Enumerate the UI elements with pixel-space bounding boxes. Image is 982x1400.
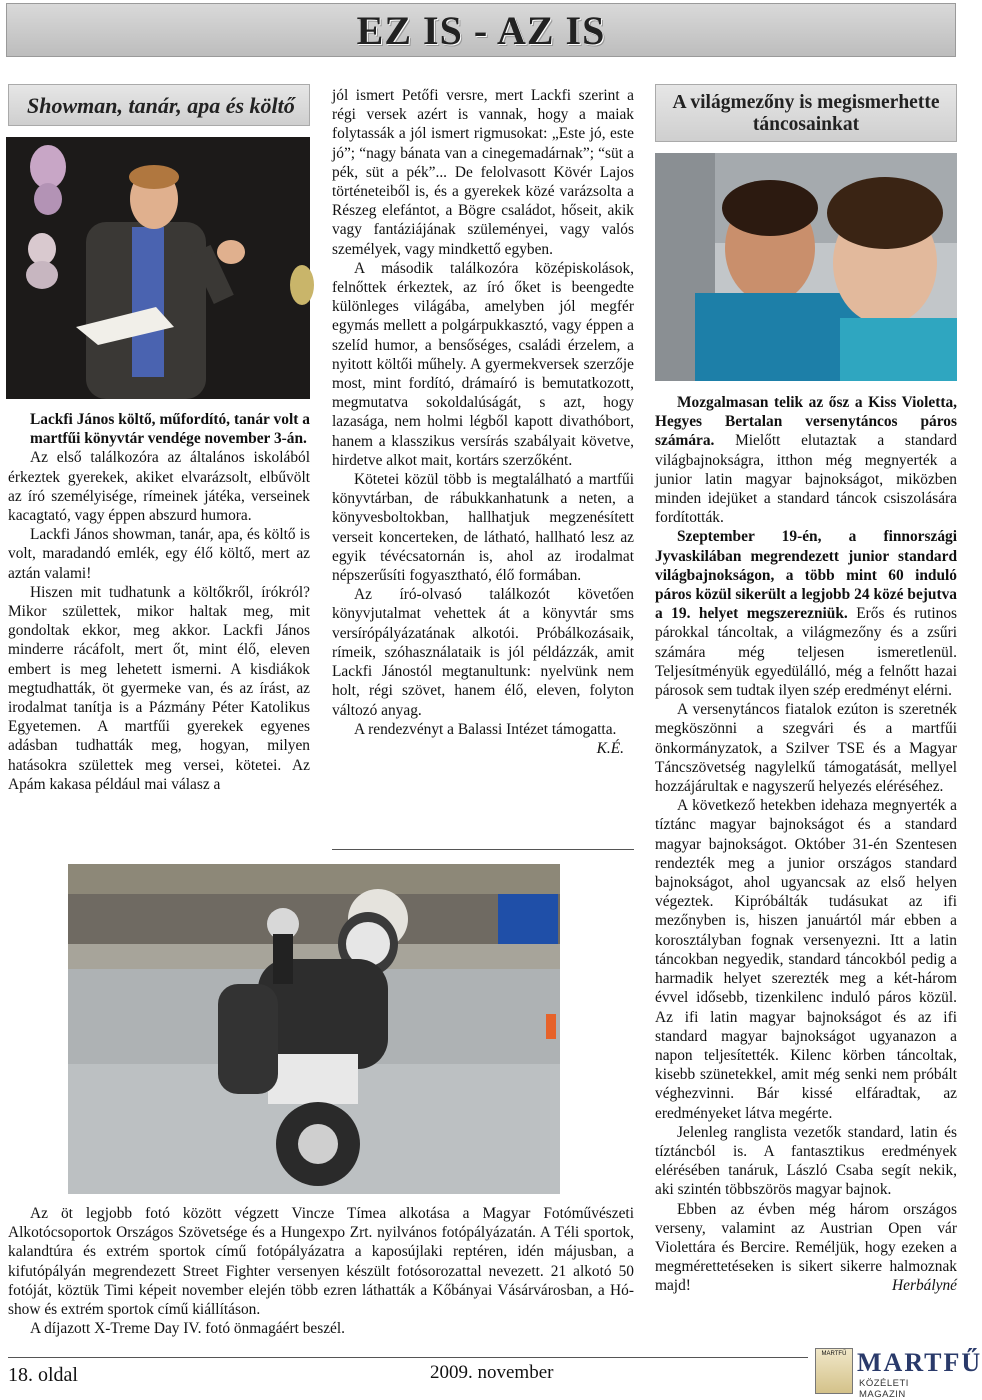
left-article-paragraph: jól ismert Petőfi versre, mert Lackfi szerint a régi versek azért is vannak, hogy a maiak folytassák a jól ismert rigmusokat: „Este jó, este jó”; “nagy bánata van a cinegemadárnak”; “süt a pék, süt a pék”... De felolvasott Kövér Lajos történeteiből is, és a gyerekek közé varázsolta a Részeg elefántot, a Bögre családot, hőseit, akik vagy fantáziájának szüleményei, vagy valós személyek, vagy mindkettő egyben. — [332, 87, 634, 258]
left-article-title: Showman, tanár, apa és költő — [27, 93, 295, 118]
logo-small-text: MARTFŰ — [821, 1351, 847, 1357]
right-article-highlight: Szeptember 19-én, a finnországi Jyvaskilában megrendezett junior standard világbajnokságon, a több mint 60 induló páros közül sikerült a legjobb 24 közé bejutva a 19. helyet megszerezniük. — [655, 528, 957, 623]
section-header — [6, 3, 956, 57]
right-article-title-box — [655, 84, 957, 142]
right-article-paragraph: Jelenleg ranglista vezetők standard, latin és tíztáncból is. A fantasztikus eredmények elérésében tanáruk, László Csaba segít nekik, aki szintén többszörös magyar bajnok. — [655, 1123, 957, 1199]
poet-photo — [6, 137, 310, 399]
right-article-lead-bold: Mozgalmasan telik az ősz a Kiss Violetta, Hegyes Bertalan versenytáncos páros számára. — [655, 394, 957, 450]
column-divider — [332, 849, 634, 850]
photo-caption — [8, 1204, 634, 1338]
right-article-paragraph: A versenytáncos fiatalok ezúton is szeretnék megköszönni a szegvári és a martfűi önkormányzatok, a Szilver TSE és a Magyar Táncszövetség nagylelkű támogatását, mellyel hozzájárultak e nagyszerű helyezés eléréséhez. — [655, 701, 957, 796]
left-article-paragraph: Hiszen mit tudhatunk a költőkről, írókról? Mikor születtek, mikor haltak meg, mit gondoltak ekkor, meg akkor. Lackfi János minderre rácáfolt, mert őt, mint élő, eleven embert is meg lehetett ismerni. A kisdiákok megtudhatták, öt gyermeke van, és az írást, az irodalmat tanítja is a Pázmány Péter Katolikus Egyetemen. A martfűi gyerekek egyenes adásban tudhatták meg, hogyan, milyen hatásokra születtek meg versei, kötetei. Az Apám kakasa például mai válasz a — [8, 583, 310, 793]
right-article-text: Erős és rutinos párokkal táncoltak, a világmezőny és a zsűri számára még teljesen ismeretlenül. Teljesítményük egyedülálló, még a felnőtt hazai párosok sem tudtak ilyen szép eredményt elérni. — [655, 605, 958, 700]
photo-caption-paragraph: A díjazott X-Treme Day IV. fotó önmagáért beszél. — [30, 1320, 346, 1338]
dancers-photo-illustration — [655, 153, 957, 381]
poet-photo-illustration — [6, 137, 310, 399]
left-article-closing: A rendezvényt a Balassi Intézet támogatta. — [354, 720, 617, 738]
logo-title: MARTFŰ — [857, 1348, 982, 1377]
right-article-title: A világmezőny is megismerhette táncosainkat — [672, 92, 940, 135]
footer-rule — [8, 1357, 808, 1358]
left-article-paragraph: A második találkozóra középiskolások, felnőttek érkeztek, az író őket is beengedte különleges világába, amelyben jól megfér egymás mellett a polgárpukkasztó, vagy éppen a szelíd humor, a bensőséges, családi érzelem, a nyitott költői műhely. A gyermekversek szerzője most, mint fordító, drámaíró is bemutatkozott, megmutatva sokoldalúságát, s azt, hogy lazasága, nem holmi légből kapott divathóbort, hanem a klasszikus versírás szabályait követve, hirdetve alkot mait, kortárs szerzőként. — [332, 259, 634, 469]
left-article-paragraph — [332, 720, 634, 757]
left-article-lead: Lackfi János költő, műfordító, tanár volt a martfűi könyvtár vendége november 3-án. — [30, 411, 310, 448]
right-article-body — [655, 393, 957, 1296]
left-article-signature: K.É. — [596, 739, 624, 757]
right-article-paragraph: A következő hetekben idehaza megnyerték a tíztánc magyar bajnokságot és a standard magyar bajnokságot. Október 31-én Szentesen rendezték meg a junior országos standard bajnokságot, ahol ugyancsak az első helyen végeztek. Kipróbálták tudásukat az ifi mezőnyben is, hiszen januártól már ebben a korosztályban fognak versenyezni. Itt a latin táncokban negyedik, standard táncokból pedig a harmadik helyet szerezték meg a két-három évvel idősebb, tizenkilenc induló páros közül. Az ifi latin magyar bajnokságot és az ifi standard magyar bajnokságot ugyanazon a napon teljesítették. Kilenc körben táncoltak, kisebb szünetekkel, amit még senki nem próbált véghezvinni. Bár kissé elfáradtak, az eredményeket látva megérte. — [655, 797, 957, 1122]
right-article-closing: Ebben az évben még három országos verseny, valamint az Austrian Open vár Violettára és Bercire. Reméljük, hogy ezeken a megmérettetéseken is sikert sikerre halmoznak majd! — [655, 1200, 957, 1295]
magazine-logo — [815, 1346, 982, 1400]
left-article-paragraph: Lackfi János showman, tanár, apa, és költő is volt, maradandó emlék, egy élő költő, mert az aztán valami! — [8, 526, 310, 582]
dancers-photo — [655, 153, 957, 381]
left-article-paragraph: Kötetei közül több is megtalálható a martfűi könyvtárban, de rábukkanhatunk a neten, a könyvesboltokban, hallhatjuk megzenésített verseit koncerteken, de látható, hallható lesz az egyik tévécsatornán is, ahol az irodalmat népszerűsíti fogyasztható, élő formában. — [332, 471, 634, 585]
right-article-lead-rest: Mielőtt elutaztak a standard világbajnokságra, itthon még megnyerték a junior latin magyar bajnokságot, miközben minden idejüket a standard táncok csiszolására fordították. — [655, 432, 957, 527]
left-article-title-box — [8, 84, 310, 126]
stunt-photo-illustration — [68, 864, 560, 1194]
right-article-paragraph — [655, 393, 957, 527]
right-article-paragraph — [655, 1200, 957, 1296]
right-article-signature: Herbályné — [892, 1277, 957, 1295]
logo-subtitle: KÖZÉLETI MAGAZIN — [859, 1378, 909, 1400]
left-article-paragraph: Az első találkozóra az általános iskolából érkeztek gyerekek, akiket elvarázsolt, elbűvölt az író személyisége, rímeinek játéka, verseinek kacagtató, vagy éppen abszurd humora. — [8, 449, 310, 525]
photo-caption-paragraph: Az öt legjobb fotó között végzett Vincze Tímea alkotása a Magyar Fotóművészeti Alkotócsoportok Országos Szövetsége és a Hungexpo Zrt. nyilvános fotópályázatán. A Téli sportok, kalandtúra és extrém sportok című fotópályázatra a kaposújlaki reptéren, idén májusban, a kifutópályán megrendezett Street Fighter versenyen készült fotósorozattal nevezett. 21 alkotó 50 fotóját, köztük Timi képeit november elején több ezren láthatták a Kőbányai Vásárvárosban, a Hó-show és extrém sportok című kiállításon. — [8, 1205, 634, 1319]
stunt-photo — [68, 864, 560, 1194]
left-article-body — [8, 410, 310, 794]
left-article-continuation — [332, 86, 634, 758]
coat-of-arms-icon — [815, 1348, 853, 1394]
left-article-paragraph: Az író-olvasó találkozót követően könyvjutalmat vehettek át a könyvtár sms versírópályázatának alkotói. Próbálkozásaik, rímeik, szóhasználataik is jól példázzák, amit Lackfi Jánostól megtanultunk: nyelvünk nem holt, régi szövet, hanem élő, eleven, folyton változó anyag. — [332, 586, 634, 719]
page-number: 18. oldal — [8, 1364, 78, 1386]
section-title: EZ IS - AZ IS — [356, 8, 606, 53]
right-article-paragraph — [655, 527, 957, 700]
issue-date: 2009. november — [430, 1362, 554, 1383]
